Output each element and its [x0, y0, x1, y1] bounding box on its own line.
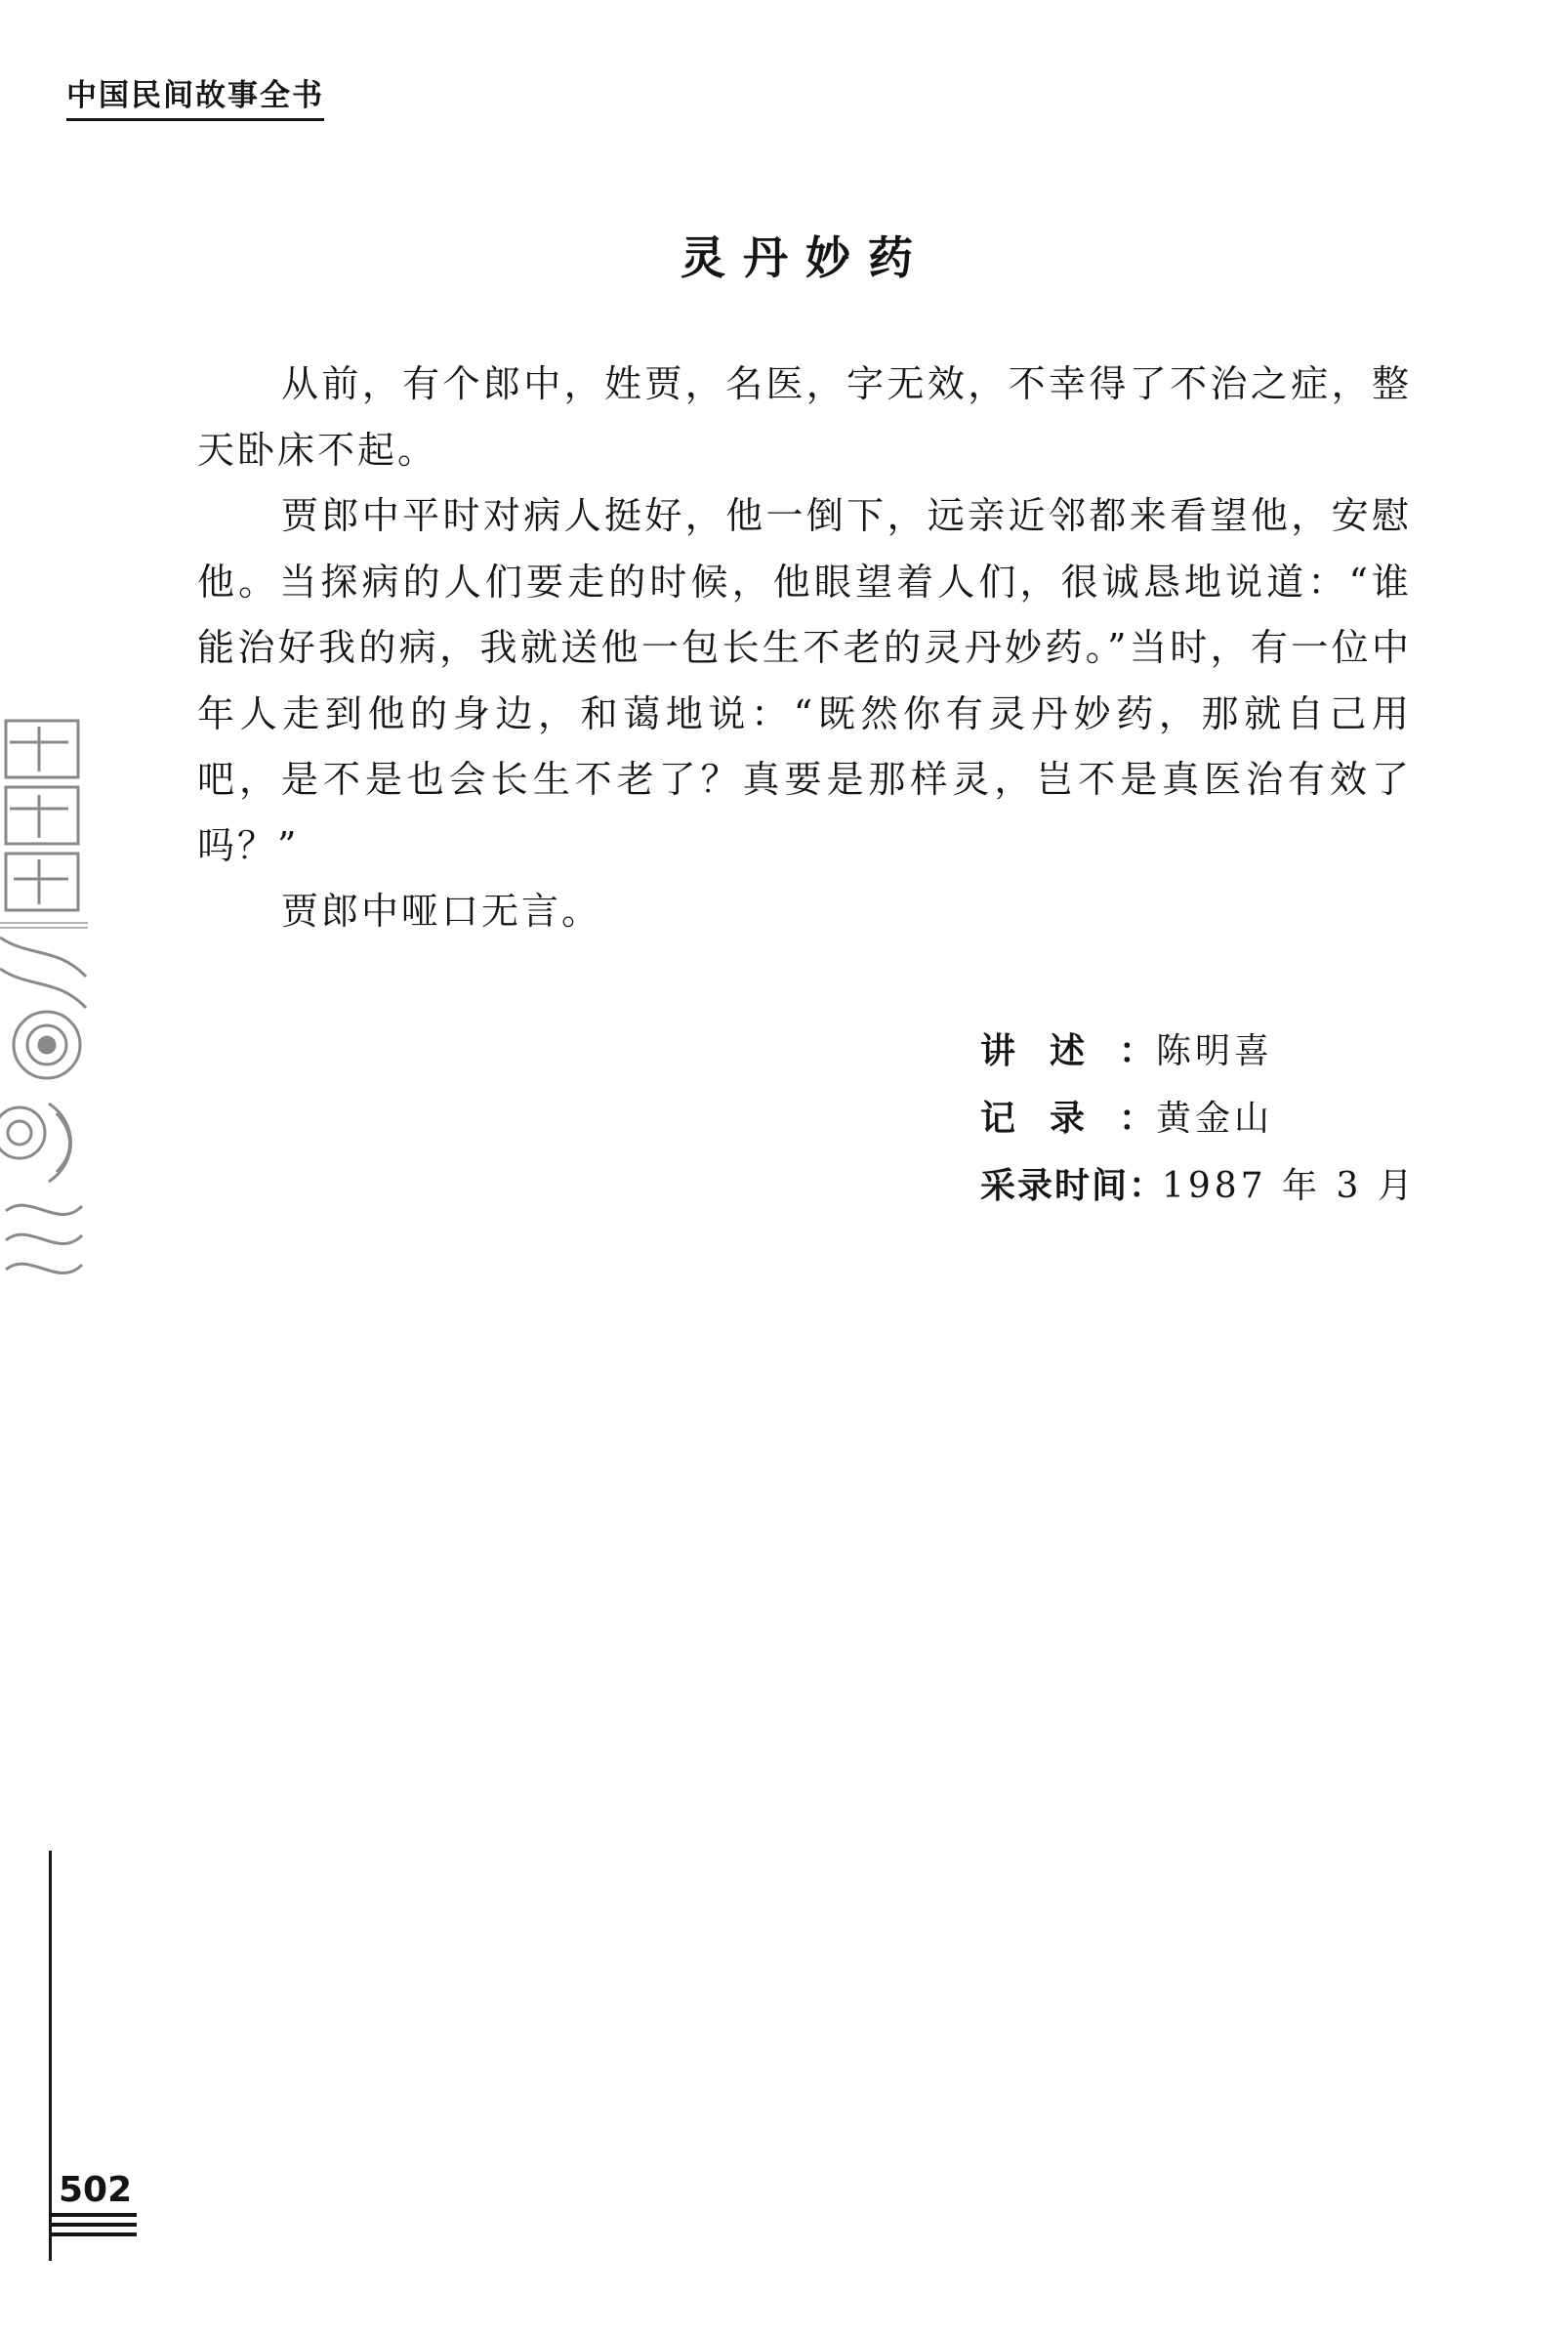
folio-rule — [51, 2232, 137, 2236]
recorder-name: 黄金山 — [1156, 1099, 1274, 1139]
credits-block — [980, 1018, 1417, 1220]
credit-recorder — [980, 1085, 1417, 1152]
paragraph: 从前，有个郎中，姓贾，名医，字无效，不幸得了不治之症，整天卧床不起。 — [197, 362, 1412, 472]
recorder-label: 记录： — [980, 1099, 1156, 1139]
paragraph: 贾郎中平时对病人挺好，他一倒下，远亲近邻都来看望他，安慰他。当探病的人们要走的时候，他眼望着人们，很诚恳地说道：“谁能治好我的病，我就送他一包长生不老的灵丹妙药。”当时，有一位中年人走到他的身边，和蔼地说：“既然你有灵丹妙药，那就自己用吧，是不是也会长生不老了？真要是那样灵，岂不是真医治有效了吗？” — [197, 494, 1412, 867]
page-number: 502 — [59, 2170, 133, 2210]
folio-rule — [51, 2213, 137, 2217]
running-header: 中国民间故事全书 — [66, 70, 324, 121]
time-label: 采录时间： — [980, 1166, 1167, 1206]
credit-time — [980, 1152, 1417, 1220]
record-time: 1987 年 3 月 — [1162, 1166, 1417, 1206]
decorative-margin-ornament — [0, 713, 88, 1309]
credit-narrator — [980, 1018, 1417, 1085]
paragraph: 贾郎中哑口无言。 — [281, 890, 602, 933]
story-body — [197, 352, 1412, 945]
story-title: 灵丹妙药 — [681, 231, 930, 284]
narrator-name: 陈明喜 — [1156, 1031, 1274, 1071]
narrator-label: 讲述： — [980, 1031, 1156, 1071]
gutter-line — [49, 1851, 52, 2261]
folio-rule — [51, 2223, 137, 2227]
